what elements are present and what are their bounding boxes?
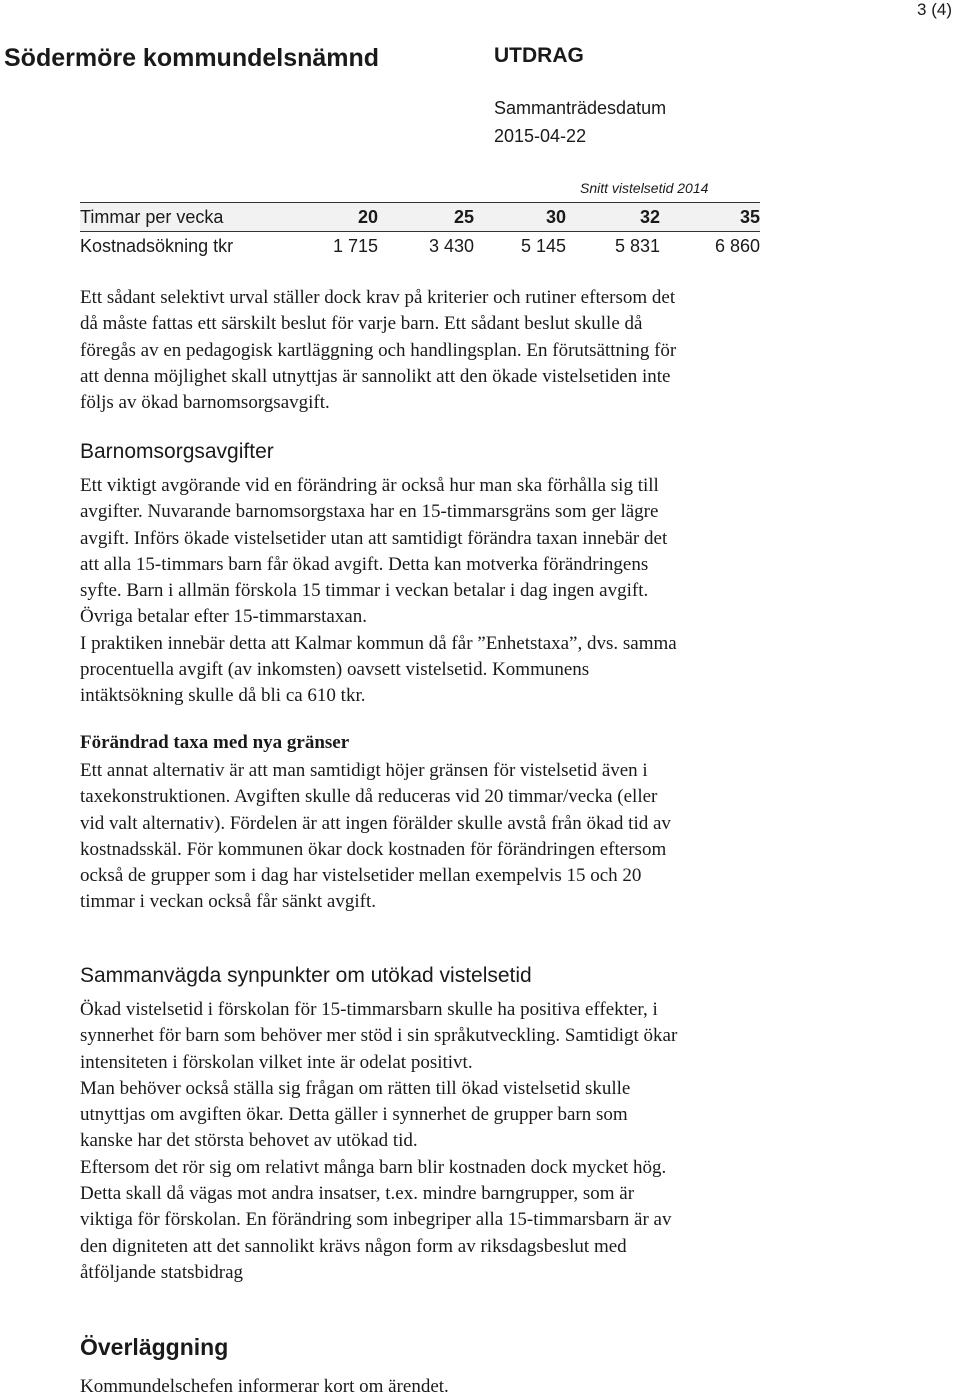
text-line: procentuella avgift (av inkomsten) oavsett vistelsetid. Kommunens — [80, 659, 590, 681]
text-line: att alla 15-timmars barn får ökad avgift. Detta kan motverka förändringens — [80, 553, 649, 575]
text-line: I praktiken innebär detta att Kalmar kommun då får ”Enhetstaxa”, dvs. samma — [80, 632, 677, 654]
text-line: kanske har det största behovet av utökad tid. — [80, 1130, 418, 1152]
text-line: intäktsökning skulle då bli ca 610 tkr. — [80, 685, 366, 707]
text-line: Övriga betalar efter 15-timmarstaxan. — [80, 606, 367, 628]
page-number: 3 (4) — [917, 0, 952, 19]
paragraph-fees — [80, 473, 677, 710]
text-line: också de grupper som i dag har vistelsetider mellan exempelvis 15 och 20 — [80, 865, 642, 887]
text-line: Kommundelschefen informerar kort om ärendet. — [80, 1376, 449, 1397]
table-cell: 20 — [300, 203, 378, 232]
table-cell: 3 430 — [428, 235, 474, 256]
text-line: Man behöver också ställa sig frågan om rätten till ökad vistelsetid skulle — [80, 1077, 631, 1099]
text-line: Ökad vistelsetid i förskolan för 15-timmarsbarn skulle ha positiva effekter, i — [80, 999, 658, 1020]
organization-name: Södermöre kommundelsnämnd — [4, 44, 380, 72]
text-line: timmar i veckan också får sänkt avgift. — [80, 891, 376, 913]
table-cell: 25 — [378, 203, 474, 232]
document-type: UTDRAG — [494, 44, 584, 67]
cost-table — [80, 202, 760, 260]
text-line: att denna möjlighet skall utnyttjas är sannolikt att den ökade vistelsetiden inte — [80, 365, 671, 387]
text-line: åtföljande statsbidrag — [80, 1261, 244, 1283]
text-line: avgift. Införs ökade vistelsetider utan att samtidigt förändra taxan innebär det — [80, 527, 668, 549]
heading-fees: Barnomsorgsavgifter — [80, 440, 274, 463]
table-cell: 1 715 — [332, 235, 378, 256]
table-cell: 35 — [660, 203, 760, 232]
paragraph-summary — [80, 997, 677, 1286]
text-line: följs av ökad barnomsorgsavgift. — [80, 392, 330, 414]
text-line: Detta skall då vägas mot andra insatser, t.ex. mindre barngrupper, som är — [80, 1183, 635, 1205]
text-line: utnyttjas om avgiften ökar. Detta gäller i synnerhet de grupper barn som — [80, 1104, 628, 1126]
text-line: vid valt alternativ). Fördelen är att ingen förälder skulle avstå från ökad tid av — [80, 812, 671, 834]
text-line: syfte. Barn i allmän förskola 15 timmar i veckan betalar i dag ingen avgift. — [80, 580, 649, 602]
table-cell: 32 — [566, 203, 660, 232]
table-row-label: Kostnadsökning tkr — [80, 235, 234, 256]
text-line: intensiteten i förskolan vilket inte är odelat positivt. — [80, 1051, 473, 1073]
meeting-date: 2015-04-22 — [494, 126, 587, 146]
text-line: taxekonstruktionen. Avgiften skulle då reduceras vid 20 timmar/vecka (eller — [80, 786, 658, 808]
table-cell: 6 860 — [714, 235, 760, 256]
meeting-date-label: Sammanträdesdatum — [494, 98, 667, 118]
table-cell: 5 145 — [520, 235, 566, 256]
paragraph-changed-tariff — [80, 758, 671, 916]
text-line: Ett sådant selektivt urval ställer dock krav på kriterier och rutiner eftersom det — [80, 287, 676, 308]
text-line: den digniteten att det sannolikt krävs någon form av riksdagsbeslut med — [80, 1235, 627, 1257]
text-line: synnerhet för barn som behöver mer stöd i sin språkutveckling. Samtidigt ökar — [80, 1025, 678, 1047]
table-cell: 30 — [474, 203, 566, 232]
text-line: föregås av en pedagogisk kartläggning och handlingsplan. En förutsättning för — [80, 339, 677, 361]
text-line: Ett viktigt avgörande vid en förändring är också hur man ska förhålla sig till — [80, 475, 659, 496]
text-line: Ett annat alternativ är att man samtidigt höjer gränsen för vistelsetid även i — [80, 760, 648, 781]
table-row — [80, 203, 760, 232]
table-row-label: Timmar per vecka — [80, 203, 300, 232]
text-line: avgifter. Nuvarande barnomsorgstaxa har en 15-timmarsgräns som ger lägre — [80, 501, 659, 523]
heading-summary: Sammanvägda synpunkter om utökad vistelsetid — [80, 964, 532, 987]
table-cell: 5 831 — [614, 235, 660, 256]
text-line: viktiga för förskolan. En förändring som inbegriper alla 15-timmarsbarn är av — [80, 1209, 672, 1231]
paragraph-selection — [80, 285, 676, 416]
paragraph-deliberation — [80, 1374, 449, 1400]
table-row — [80, 232, 760, 261]
text-line: kostnadsskäl. För kommunen ökar dock kostnaden för förändringen eftersom — [80, 838, 667, 860]
text-line: då måste fattas ett särskilt beslut för varje barn. Ett sådant beslut skulle då — [80, 313, 643, 335]
heading-deliberation: Överläggning — [80, 1334, 229, 1360]
text-line: Eftersom det rör sig om relativt många barn blir kostnaden dock mycket hög. — [80, 1156, 667, 1178]
heading-changed-tariff: Förändrad taxa med nya gränser — [80, 732, 350, 753]
table-caption: Snitt vistelsetid 2014 — [580, 180, 709, 196]
